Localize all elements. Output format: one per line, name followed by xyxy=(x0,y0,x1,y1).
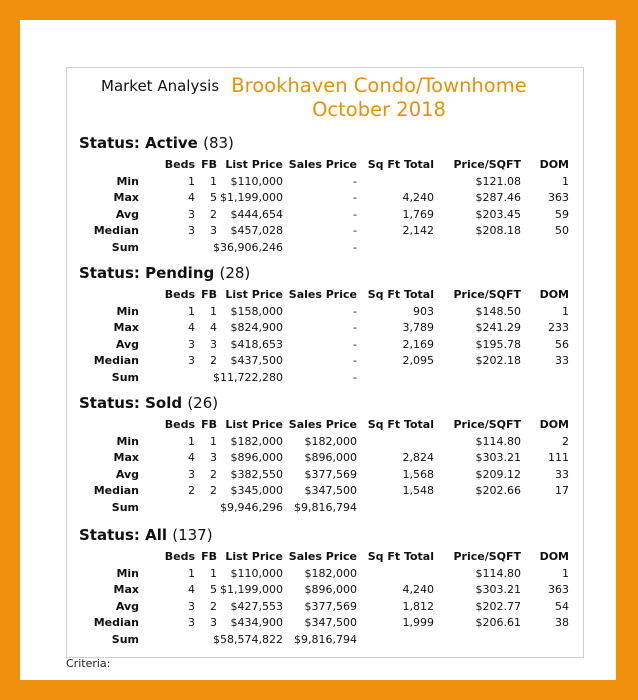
table-row: Avg 3 2 $427,553 $377,569 1,812 $202.77 54 xyxy=(115,599,569,613)
table-row: Min 1 1 $158,000 - 903 $148.50 1 xyxy=(116,304,569,318)
table-row: Sum $9,946,296 $9,816,794 xyxy=(111,500,357,514)
column-header-row: Beds FB List Price Sales Price Sq Ft Total Price/SQFT DOM xyxy=(164,288,569,301)
market-analysis-label: Market Analysis xyxy=(101,77,220,95)
table-row: Avg 3 2 $382,550 $377,569 1,568 $209.12 33 xyxy=(115,467,569,481)
market-analysis-report xyxy=(66,67,584,658)
status-heading: Status: Pending (28) xyxy=(79,264,251,282)
column-header-row: Beds FB List Price Sales Price Sq Ft Total Price/SQFT DOM xyxy=(164,550,569,563)
table-row: Median 3 2 $437,500 - 2,095 $202.18 33 xyxy=(93,354,569,367)
col-beds: Beds xyxy=(164,158,195,171)
col-dom: DOM xyxy=(539,158,569,171)
col-list-price: List Price xyxy=(225,158,283,171)
col-price-per-sqft: Price/SQFT xyxy=(453,158,521,171)
criteria-label: Criteria: xyxy=(66,657,111,670)
table-row: Min 1 1 $110,000 - $121.08 1 xyxy=(116,174,569,188)
table-row: Median 3 3 $434,900 $347,500 1,999 $206.61 38 xyxy=(93,616,569,629)
report-title-line2: October 2018 xyxy=(312,98,446,121)
table-row: Median 3 3 $457,028 - 2,142 $208.18 50 xyxy=(93,224,569,237)
status-heading: Status: Active (83) xyxy=(79,134,234,152)
table-row: Sum $58,574,822 $9,816,794 xyxy=(111,632,357,646)
report-title xyxy=(229,74,529,122)
report-header xyxy=(67,68,583,120)
table-row: Median 2 2 $345,000 $347,500 1,548 $202.66 17 xyxy=(93,484,569,497)
table-row: Sum $11,722,280 - xyxy=(111,370,357,384)
table-row: Avg 3 3 $418,653 - 2,169 $195.78 56 xyxy=(115,337,569,351)
table-row: Min 1 1 $110,000 $182,000 $114.80 1 xyxy=(116,566,569,580)
table-row: Sum $36,906,246 - xyxy=(111,240,357,254)
report-page xyxy=(20,20,616,680)
column-header-row xyxy=(67,158,583,174)
status-heading: Status: All (137) xyxy=(79,526,213,544)
table-row: Max 4 4 $824,900 - 3,789 $241.29 233 xyxy=(113,321,569,334)
col-sales-price: Sales Price xyxy=(288,158,357,171)
table-row: Max 4 5 $1,199,000 - 4,240 $287.46 363 xyxy=(113,191,569,204)
status-heading: Status: Sold (26) xyxy=(79,394,219,412)
col-fb: FB xyxy=(201,158,217,171)
column-header-row: Beds FB List Price Sales Price Sq Ft Total Price/SQFT DOM xyxy=(164,418,569,431)
table-row: Max 4 5 $1,199,000 $896,000 4,240 $303.21 363 xyxy=(113,583,569,596)
report-title-line1: Brookhaven Condo/Townhome xyxy=(231,74,527,97)
table-row: Avg 3 2 $444,654 - 1,769 $203.45 59 xyxy=(115,207,569,221)
table-row: Min 1 1 $182,000 $182,000 $114.80 2 xyxy=(116,434,569,448)
table-row: Max 4 3 $896,000 $896,000 2,824 $303.21 111 xyxy=(113,451,569,464)
col-sqft-total: Sq Ft Total xyxy=(367,158,434,171)
